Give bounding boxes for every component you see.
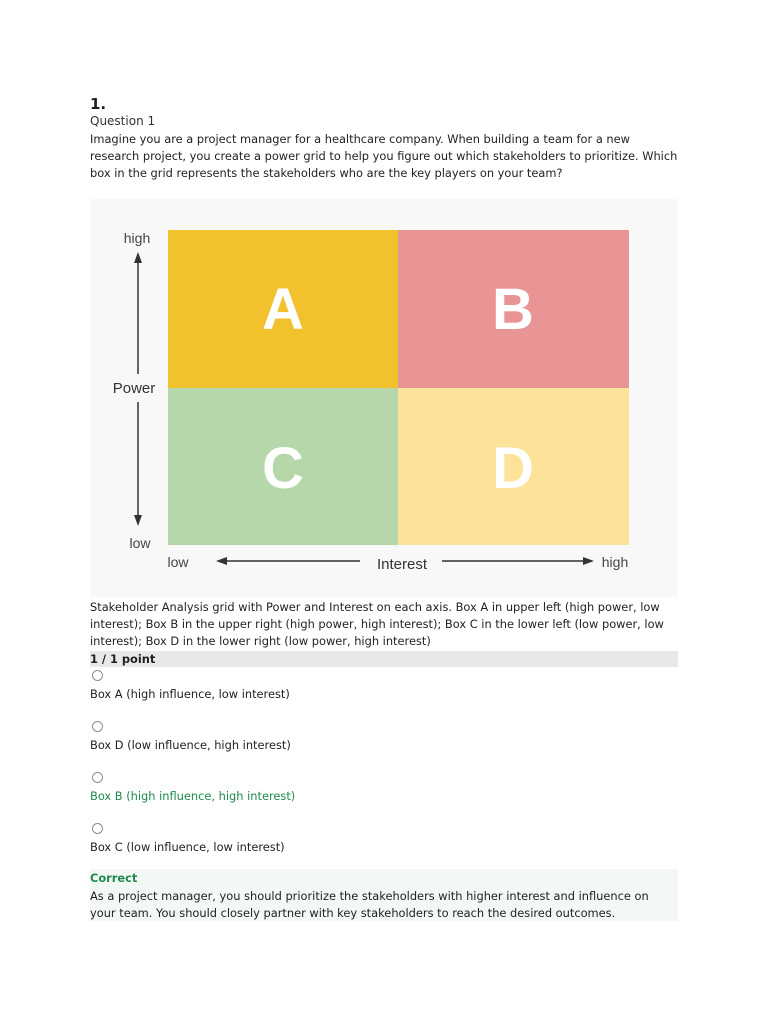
interest-low-label: low	[167, 554, 189, 570]
stakeholder-grid-figure	[90, 199, 678, 597]
interest-high-label: high	[601, 554, 629, 570]
box-c-letter: C	[262, 436, 304, 501]
radio-circle-icon[interactable]	[92, 772, 103, 783]
box-b-letter: B	[492, 277, 534, 342]
power-axis-arrow-down	[134, 515, 142, 526]
question-prompt: Imagine you are a project manager for a healthcare company. When building a team for a new research project, you create a power grid to help you figure out which stakeholders to prioritize. Which box in the grid represents the stakeholders who are the key players on your team?	[90, 132, 678, 180]
feedback-title: Correct	[90, 871, 138, 885]
power-axis-label: Power	[112, 380, 156, 397]
option-label[interactable]: Box D (low influence, high interest)	[90, 738, 291, 752]
feedback-panel	[90, 869, 678, 921]
radio-circle-icon[interactable]	[92, 721, 103, 732]
option-label[interactable]: Box C (low influence, low interest)	[90, 840, 285, 854]
option-label-correct[interactable]: Box B (high influence, high interest)	[90, 789, 296, 803]
box-d-letter: D	[492, 436, 534, 501]
score-text: 1 / 1 point	[90, 652, 156, 666]
feedback-text: As a project manager, you should prioritize the stakeholders with higher interest and influence on your team. You should closely partner with key stakeholders to reach the desired outcomes.	[90, 889, 649, 920]
box-a-letter: A	[262, 277, 304, 342]
radio-circle-icon[interactable]	[92, 670, 103, 681]
power-high-label: high	[123, 230, 151, 246]
score-bar	[90, 651, 678, 667]
power-axis-arrow-up	[134, 252, 142, 263]
question-number: 1.	[90, 95, 107, 113]
figure-caption: Stakeholder Analysis grid with Power and Interest on each axis. Box A in upper left (high power, low interest); Box B in the upper right (high power, high interest); Box C in the lower left (low power, low interest); Box D in the lower right (low power, high interest)	[90, 600, 664, 648]
option-label[interactable]: Box A (high influence, low interest)	[90, 687, 290, 701]
question-label: Question 1	[90, 114, 156, 128]
radio-circle-icon[interactable]	[92, 823, 103, 834]
interest-axis-arrow-right	[583, 557, 594, 565]
power-low-label: low	[129, 535, 151, 551]
interest-axis-label: Interest	[376, 556, 428, 573]
stakeholder-grid	[90, 199, 678, 597]
